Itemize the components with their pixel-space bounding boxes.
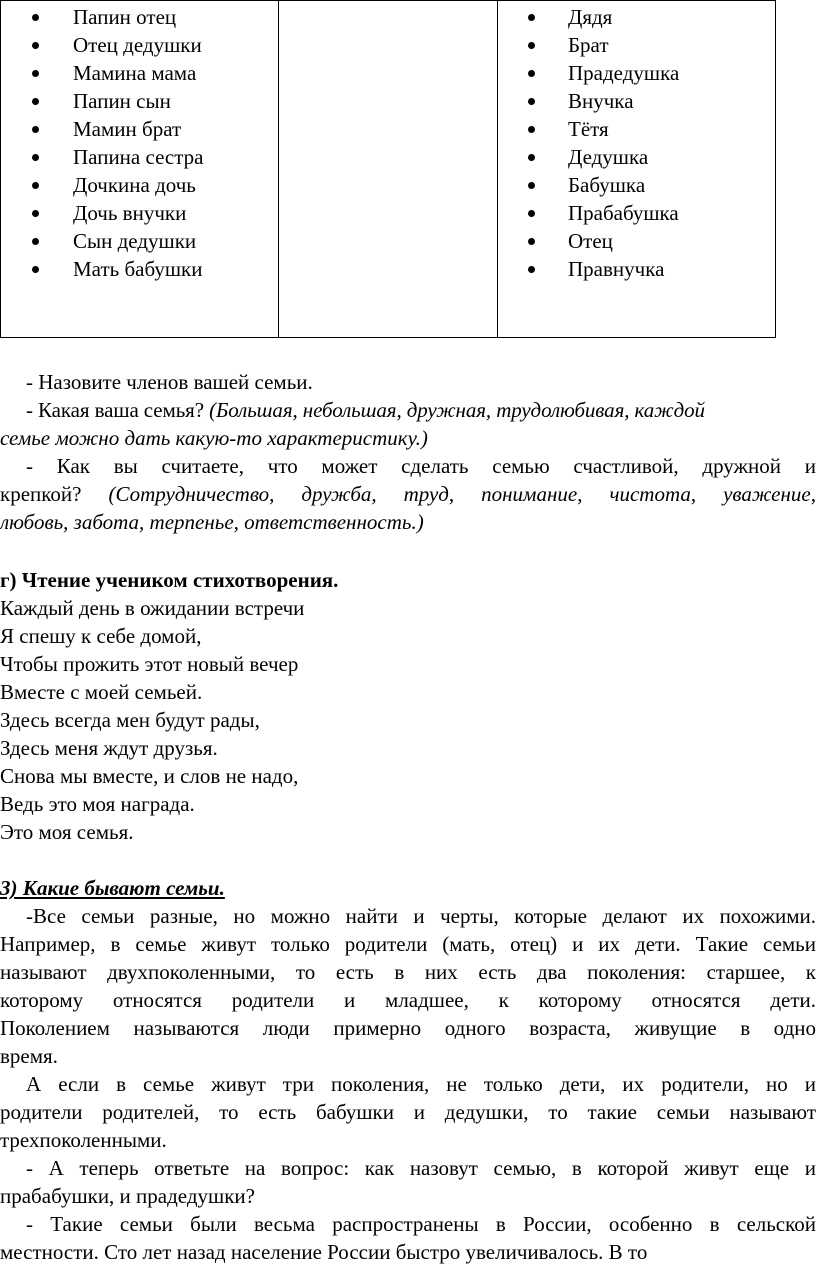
bullet-icon [32, 154, 39, 161]
list-item [1, 59, 278, 87]
term-list [498, 1, 775, 283]
bullet-icon [32, 126, 39, 133]
paragraph-line: Например, в семье живут только родители (мать, отец) и их дети. Такие семьи [0, 932, 816, 956]
list-item-label: Дочкина дочь [73, 173, 196, 197]
description-list [1, 1, 278, 283]
bullet-icon [528, 126, 535, 133]
paragraph-line: Поколением называются люди примерно одного возраста, живущие в одно [0, 1016, 816, 1040]
bullet-icon [528, 42, 535, 49]
answer-family-type-cont: семье можно дать какую-то характеристику.) [0, 426, 428, 450]
list-item [1, 171, 278, 199]
list-item [498, 255, 775, 283]
paragraph-family-types [0, 902, 816, 1070]
paragraph-line: родители родителей, то есть бабушки и дедушки, то такие семьи называют [0, 1100, 816, 1124]
list-item [498, 3, 775, 31]
list-item [498, 87, 775, 115]
answer-family-type: (Большая, небольшая, дружная, трудолюбивая, каждой [209, 398, 705, 422]
bullet-icon [32, 238, 39, 245]
list-item-label: Внучка [568, 89, 634, 113]
list-item-label: Мамин брат [73, 117, 182, 141]
list-item-label: Брат [568, 33, 609, 57]
list-item-label: Прабабушка [568, 201, 679, 225]
paragraph-line: называют двухпоколенными, то есть в них есть два поколения: старшее, к [0, 960, 816, 984]
poem-line: Каждый день в ожидании встречи [0, 596, 305, 620]
bullet-icon [32, 70, 39, 77]
list-item [1, 31, 278, 59]
list-item [1, 143, 278, 171]
kinship-column-descriptions [1, 1, 279, 338]
list-item [1, 87, 278, 115]
bullet-icon [32, 42, 39, 49]
list-item [1, 115, 278, 143]
poem-heading: г) Чтение учеником стихотворения. [0, 568, 339, 592]
list-item [1, 255, 278, 283]
list-item-label: Папина сестра [73, 145, 204, 169]
bullet-icon [528, 238, 535, 245]
list-item-label: Дочь внучки [73, 201, 187, 225]
list-item [498, 115, 775, 143]
bullet-icon [528, 154, 535, 161]
paragraph-line: А если в семье живут три поколения, не только дети, их родители, но и [26, 1072, 816, 1096]
list-item [1, 199, 278, 227]
list-item [498, 227, 775, 255]
section-3-heading: 3) Какие бывают семьи. [0, 876, 225, 900]
kinship-table [0, 0, 776, 338]
question-family-type: - Какая ваша семья? (Большая, небольшая, дружная, трудолюбивая, каждой [26, 398, 705, 422]
poem-lines [0, 594, 816, 846]
kinship-column-terms [498, 1, 776, 338]
poem-line: Здесь меня ждут друзья. [0, 736, 218, 760]
list-item-label: Мать бабушки [73, 257, 203, 281]
list-item-label: Мамина мама [73, 61, 197, 85]
poem-line: Снова мы вместе, и слов не надо, [0, 764, 299, 788]
list-item-label: Прадедушка [568, 61, 680, 85]
paragraph-question-great-grandparents [0, 1154, 816, 1210]
poem-line: Это моя семья. [0, 820, 134, 844]
list-item [498, 143, 775, 171]
list-item-label: Отец дедушки [73, 33, 202, 57]
question-family-members: - Назовите членов вашей семьи. [26, 370, 313, 394]
paragraph-line: которому относятся родители и младшее, к которому относятся дети. [0, 988, 816, 1012]
list-item [498, 171, 775, 199]
kinship-column-empty [279, 1, 498, 338]
question-happy-family: - Как вы считаете, что может сделать семью счастливой, дружной и [26, 454, 816, 478]
list-item [1, 3, 278, 31]
paragraph-russia-history [0, 1210, 816, 1266]
paragraph-line: -Все семьи разные, но можно найти и черты, которые делают их похожими. [26, 904, 816, 928]
list-item-label: Сын дедушки [73, 229, 197, 253]
list-item-label: Папин отец [73, 5, 177, 29]
poem-line: Чтобы прожить этот новый вечер [0, 652, 299, 676]
list-item-label: Тётя [568, 117, 609, 141]
bullet-icon [528, 70, 535, 77]
poem-line: Вместе с моей семьей. [0, 680, 203, 704]
bullet-icon [528, 98, 535, 105]
paragraph-line: - А теперь ответьте на вопрос: как назовут семью, в которой живут еще и [26, 1156, 816, 1180]
list-item-label: Бабушка [568, 173, 646, 197]
answer-happy-family-cont: любовь, забота, терпенье, ответственность.) [0, 510, 424, 534]
bullet-icon [528, 210, 535, 217]
bullet-icon [32, 266, 39, 273]
bullet-icon [32, 182, 39, 189]
paragraph-line: местности. Сто лет назад население России быстро увеличивалось. В то [0, 1240, 648, 1264]
list-item-label: Папин сын [73, 89, 171, 113]
paragraph-three-generations [0, 1070, 816, 1154]
list-item [498, 31, 775, 59]
questions-block [0, 368, 816, 536]
list-item [498, 199, 775, 227]
bullet-icon [528, 266, 535, 273]
list-item-label: Правнучка [568, 257, 665, 281]
list-item-label: Дядя [568, 5, 613, 29]
question-happy-family-cont: крепкой? (Сотрудничество, дружба, труд, понимание, чистота, уважение, [0, 482, 816, 506]
paragraph-line: - Такие семьи были весьма распространены в России, особенно в сельской [26, 1212, 816, 1236]
poem-line: Я спешу к себе домой, [0, 624, 202, 648]
bullet-icon [528, 14, 535, 21]
bullet-icon [32, 98, 39, 105]
list-item-label: Отец [568, 229, 613, 253]
section-3 [0, 874, 816, 1266]
bullet-icon [32, 210, 39, 217]
paragraph-line: время. [0, 1044, 58, 1068]
paragraph-line: прабабушки, и прадедушки? [0, 1184, 255, 1208]
poem-block [0, 566, 816, 846]
list-item-label: Дедушка [568, 145, 649, 169]
poem-line: Здесь всегда мен будут рады, [0, 708, 260, 732]
paragraph-line: трехпоколенными. [0, 1128, 167, 1152]
list-item [1, 227, 278, 255]
bullet-icon [528, 182, 535, 189]
poem-line: Ведь это моя награда. [0, 792, 195, 816]
bullet-icon [32, 14, 39, 21]
list-item [498, 59, 775, 87]
